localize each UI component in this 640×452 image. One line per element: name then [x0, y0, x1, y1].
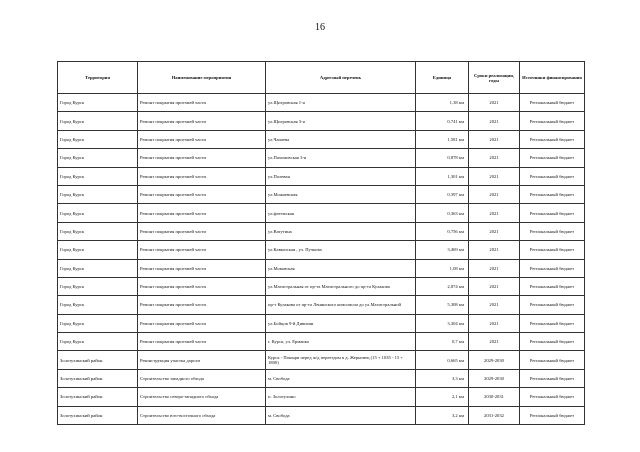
cell-event-name: Строительство юго-восточного обхода: [138, 406, 266, 424]
table-row: [58, 314, 585, 332]
table-row: [58, 167, 585, 185]
cell-address: ул.Щигровская 3-я: [266, 112, 416, 130]
cell-term: 2021: [469, 204, 520, 222]
cell-funding-source: Региональный бюджет: [520, 185, 585, 203]
cell-funding-source: Региональный бюджет: [520, 222, 585, 240]
cell-unit: 3,3 км: [416, 369, 469, 387]
cell-term: 2021: [469, 112, 520, 130]
cell-unit: 0,756 км: [416, 222, 469, 240]
roads-table: [57, 61, 585, 425]
cell-territory: Город Курск: [58, 296, 138, 314]
cell-territory: Золотухинский район: [58, 351, 138, 369]
cell-unit: 0,878 км: [416, 149, 469, 167]
cell-funding-source: Региональный бюджет: [520, 167, 585, 185]
cell-funding-source: Региональный бюджет: [520, 333, 585, 351]
cell-territory: Город Курск: [58, 277, 138, 295]
cell-funding-source: Региональный бюджет: [520, 388, 585, 406]
cell-term: 2031-2032: [469, 406, 520, 424]
header-territory: Территория: [58, 62, 138, 94]
cell-unit: 0,665 км: [416, 351, 469, 369]
cell-address: ул.Пахомовская 3-я: [266, 149, 416, 167]
cell-address: ул.Ватутина: [266, 222, 416, 240]
cell-unit: 1,301 км: [416, 167, 469, 185]
cell-event-name: Строительство северо-западного обхода: [138, 388, 266, 406]
cell-term: 2021: [469, 94, 520, 112]
table-body: [58, 94, 585, 425]
cell-funding-source: Региональный бюджет: [520, 296, 585, 314]
cell-term: 2021: [469, 277, 520, 295]
header-address-list: Адресный перечень: [266, 62, 416, 94]
table-row: [58, 259, 585, 277]
cell-address: м. Свобода: [266, 369, 416, 387]
cell-territory: Город Курск: [58, 204, 138, 222]
cell-term: 2021: [469, 149, 520, 167]
cell-address: ул.фатежская: [266, 204, 416, 222]
cell-address: ул.Щигровская 1-я: [266, 94, 416, 112]
cell-unit: 1,38 км: [416, 94, 469, 112]
cell-territory: Город Курск: [58, 185, 138, 203]
cell-term: 2021: [469, 333, 520, 351]
cell-funding-source: Региональный бюджет: [520, 112, 585, 130]
cell-unit: 3,304 км: [416, 314, 469, 332]
cell-address: ул.Моковская: [266, 259, 416, 277]
cell-event-name: Ремонт покрытия проезжей части: [138, 112, 266, 130]
cell-event-name: Ремонт покрытия проезжей части: [138, 333, 266, 351]
table-row: [58, 204, 585, 222]
cell-funding-source: Региональный бюджет: [520, 204, 585, 222]
cell-event-name: Реконструкция участка дороги: [138, 351, 266, 369]
cell-term: 2021: [469, 241, 520, 259]
cell-event-name: Ремонт покрытия проезжей части: [138, 277, 266, 295]
cell-territory: Город Курск: [58, 167, 138, 185]
cell-unit: 3,469 км: [416, 241, 469, 259]
table-row: [58, 222, 585, 240]
cell-funding-source: Региональный бюджет: [520, 406, 585, 424]
cell-funding-source: Региональный бюджет: [520, 241, 585, 259]
table-header-row: [58, 62, 585, 94]
cell-event-name: Ремонт покрытия проезжей части: [138, 222, 266, 240]
cell-address: ул.Магистральная от пр-та Магистрального до пр-та Кулакова: [266, 277, 416, 295]
table-row: [58, 333, 585, 351]
cell-territory: Город Курск: [58, 112, 138, 130]
cell-unit: 3,2 км: [416, 406, 469, 424]
cell-territory: Город Курск: [58, 94, 138, 112]
cell-event-name: Ремонт покрытия проезжей части: [138, 314, 266, 332]
cell-unit: 0,397 км: [416, 185, 469, 203]
cell-unit: 0,7 км: [416, 333, 469, 351]
table-row: [58, 406, 585, 424]
cell-territory: Золотухинский район: [58, 388, 138, 406]
cell-territory: Город Курск: [58, 222, 138, 240]
table-row: [58, 369, 585, 387]
cell-event-name: Ремонт покрытия проезжей части: [138, 296, 266, 314]
cell-event-name: Ремонт покрытия проезжей части: [138, 130, 266, 148]
cell-funding-source: Региональный бюджет: [520, 369, 585, 387]
cell-address: ул.Кавказская , ул. Пучкова: [266, 241, 416, 259]
table-row: [58, 277, 585, 295]
cell-address: м. Свобода: [266, 406, 416, 424]
cell-funding-source: Региональный бюджет: [520, 277, 585, 295]
header-term: Сроки реализации, годы: [469, 62, 520, 94]
cell-term: 2021: [469, 222, 520, 240]
table-row: [58, 112, 585, 130]
cell-funding-source: Региональный бюджет: [520, 259, 585, 277]
cell-unit: 1,08 км: [416, 259, 469, 277]
page-number: 16: [315, 22, 325, 33]
cell-unit: 0,741 км: [416, 112, 469, 130]
cell-event-name: Ремонт покрытия проезжей части: [138, 167, 266, 185]
header-funding-source: Источники финансирования: [520, 62, 585, 94]
cell-term: 2021: [469, 130, 520, 148]
table-row: [58, 296, 585, 314]
cell-event-name: Ремонт покрытия проезжей части: [138, 149, 266, 167]
table-row: [58, 351, 585, 369]
cell-term: 2021: [469, 167, 520, 185]
header-event-name: Наименование мероприятия: [138, 62, 266, 94]
cell-address: г. Курск, ул. Ермаика: [266, 333, 416, 351]
cell-term: 2030-2031: [469, 388, 520, 406]
cell-event-name: Ремонт покрытия проезжей части: [138, 241, 266, 259]
cell-address: пр-т Кулакова от пр-та Ленинского комсомола до ул.Магистральной: [266, 296, 416, 314]
cell-territory: Город Курск: [58, 333, 138, 351]
cell-term: 2021: [469, 296, 520, 314]
cell-term: 2029-2030: [469, 351, 520, 369]
table-row: [58, 388, 585, 406]
cell-address: ул.Можаевская: [266, 185, 416, 203]
cell-term: 2021: [469, 259, 520, 277]
cell-event-name: Ремонт покрытия проезжей части: [138, 94, 266, 112]
cell-event-name: Ремонт покрытия проезжей части: [138, 185, 266, 203]
table-row: [58, 185, 585, 203]
cell-address: ул.Полевая: [266, 167, 416, 185]
cell-address: ул.Чапаева: [266, 130, 416, 148]
cell-unit: 5,308 км: [416, 296, 469, 314]
cell-term: 2021: [469, 314, 520, 332]
cell-territory: Город Курск: [58, 241, 138, 259]
cell-territory: Город Курск: [58, 314, 138, 332]
cell-unit: 0,363 км: [416, 204, 469, 222]
cell-funding-source: Региональный бюджет: [520, 314, 585, 332]
cell-unit: 2,1 км: [416, 388, 469, 406]
table-row: [58, 149, 585, 167]
cell-funding-source: Региональный бюджет: [520, 130, 585, 148]
cell-funding-source: Региональный бюджет: [520, 94, 585, 112]
cell-address: п. Золотухино: [266, 388, 416, 406]
cell-event-name: Ремонт покрытия проезжей части: [138, 259, 266, 277]
cell-unit: 1,581 км: [416, 130, 469, 148]
cell-unit: 2,874 км: [416, 277, 469, 295]
cell-term: 2029-2030: [469, 369, 520, 387]
cell-event-name: Строительство западного обхода: [138, 369, 266, 387]
cell-territory: Золотухинский район: [58, 406, 138, 424]
cell-term: 2021: [469, 185, 520, 203]
header-unit: Единица: [416, 62, 469, 94]
cell-event-name: Ремонт покрытия проезжей части: [138, 204, 266, 222]
cell-territory: Город Курск: [58, 130, 138, 148]
cell-territory: Золотухинский район: [58, 369, 138, 387]
cell-funding-source: Региональный бюджет: [520, 351, 585, 369]
table-row: [58, 241, 585, 259]
cell-funding-source: Региональный бюджет: [520, 149, 585, 167]
table-row: [58, 94, 585, 112]
cell-address: ул.Бойцов 9-й Дивизии: [266, 314, 416, 332]
cell-territory: Город Курск: [58, 149, 138, 167]
cell-territory: Город Курск: [58, 259, 138, 277]
table-row: [58, 130, 585, 148]
cell-address: Курск - Поныри перед ж/д переездом в д. Жерновец (15 + 1035 - 15 + 1800): [266, 351, 416, 369]
